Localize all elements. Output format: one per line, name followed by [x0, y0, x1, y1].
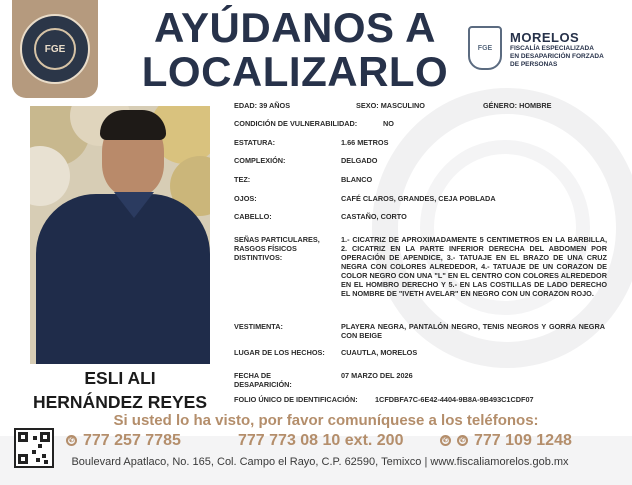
brand-sub-3: DE PERSONAS: [510, 61, 558, 68]
name-line-1: ESLI ALI: [84, 368, 156, 388]
build-label: COMPLEXIÓN:: [234, 156, 286, 165]
fge-shield-logo: FGE: [468, 26, 502, 70]
location-value: CUAUTLA, MORELOS: [341, 348, 418, 357]
sex-field: SEXO: MASCULINO: [356, 101, 425, 110]
page-title: [128, 6, 462, 94]
brand-sub-1: FISCALÍA ESPECIALIZADA: [510, 45, 594, 52]
build-value: DELGADO: [341, 156, 378, 165]
whatsapp-icon: ✆: [457, 435, 468, 446]
person-name: [20, 366, 220, 414]
date-label: FECHA DE DESAPARICIÓN:: [234, 371, 292, 389]
phone-icon: ✆: [440, 435, 451, 446]
address-line: Boulevard Apatlaco, No. 165, Col. Campo el Rayo, C.P. 62590, Temixco | www.fiscaliamorelos.gob.mx: [71, 456, 569, 468]
person-photo: [30, 106, 210, 364]
title-line-2: LOCALIZARLO: [141, 48, 449, 95]
eyes-label: OJOS:: [234, 194, 257, 203]
whatsapp-icon: ✆: [66, 435, 77, 446]
gender-field: GÉNERO: HOMBRE: [483, 101, 552, 110]
hair-label: CABELLO:: [234, 212, 272, 221]
phone-3-number: 777 109 1248: [474, 432, 572, 449]
age-field: EDAD: 39 AÑOS: [234, 101, 291, 110]
qr-code[interactable]: [14, 428, 54, 468]
location-label: LUGAR DE LOS HECHOS:: [234, 348, 325, 357]
person-shirt: [36, 194, 210, 364]
complexion-value: BLANCO: [341, 175, 373, 184]
clothing-label: VESTIMENTA:: [234, 322, 283, 331]
complexion-label: TEZ:: [234, 175, 251, 184]
vulnerability-label: CONDICIÓN DE VULNERABILIDAD:: [234, 119, 358, 128]
brand-name: MORELOS: [510, 30, 580, 45]
seal-center: FGE: [34, 28, 76, 70]
footer: [0, 410, 632, 485]
eyes-value: CAFÉ CLAROS, GRANDES, CEJA POBLADA: [341, 194, 496, 203]
phone-1[interactable]: [66, 432, 181, 450]
height-label: ESTATURA:: [234, 138, 276, 147]
phone-2-number: 777 773 08 10 ext. 200: [238, 432, 404, 449]
marks-label: SEÑAS PARTICULARES, RASGOS FÍSICOS DISTINTIVOS:: [234, 235, 320, 262]
hair-value: CASTAÑO, CORTO: [341, 212, 407, 221]
phone-1-number: 777 257 7785: [83, 432, 181, 449]
folio-label: FOLIO ÚNICO DE IDENTIFICACIÓN:: [234, 395, 358, 404]
person-hair: [100, 110, 166, 140]
title-line-1: AYÚDANOS A: [154, 4, 436, 51]
brand-sub-2: EN DESAPARICIÓN FORZADA: [510, 53, 604, 60]
height-value: 1.66 METROS: [341, 138, 389, 147]
brand-block: [510, 30, 604, 69]
clothing-value: PLAYERA NEGRA, PANTALÓN NEGRO, TENIS NEGROS Y GORRA NEGRA CON BEIGE: [341, 322, 605, 340]
marks-value: 1.- CICATRIZ DE APROXIMADAMENTE 5 CENTIMETROS EN LA BARBILLA, 2. CICATRIZ EN LA PARTE INFERIOR DERECHA DEL ABDOMEN POR OPERACIÓN DE APENDICE, 3.- TATUAJE EN EL BRAZO DE UNA CRUZ NEGRA CON COLORES ALREDEDOR, 4.- TATUAJE DE UN CORAZON DE COLOR NEGRO CON UNA "L" EN EL CENTRO CON COLORES ALREDEDOR EN EL HOMBRO DERECHO Y 5.- EN LAS COSTILLAS DE LADO DERECHO EL NOMBRE DE "IVETH AVELAR" EN NEGRO CON UN CORAZON ROJO.: [341, 235, 607, 298]
folio-value: 1CFDBFA7C-6E42-4404-9B8A-9B493C1CDF07: [375, 395, 534, 404]
name-line-2: HERNÁNDEZ REYES: [32, 392, 208, 412]
vulnerability-value: NO: [383, 119, 394, 128]
date-value: 07 MARZO DEL 2026: [341, 371, 413, 380]
call-to-action: Si usted lo ha visto, por favor comuníquese a los teléfonos:: [113, 412, 539, 429]
fge-seal-logo: [20, 14, 90, 84]
phone-3[interactable]: [440, 432, 572, 450]
phone-2[interactable]: [238, 432, 403, 450]
